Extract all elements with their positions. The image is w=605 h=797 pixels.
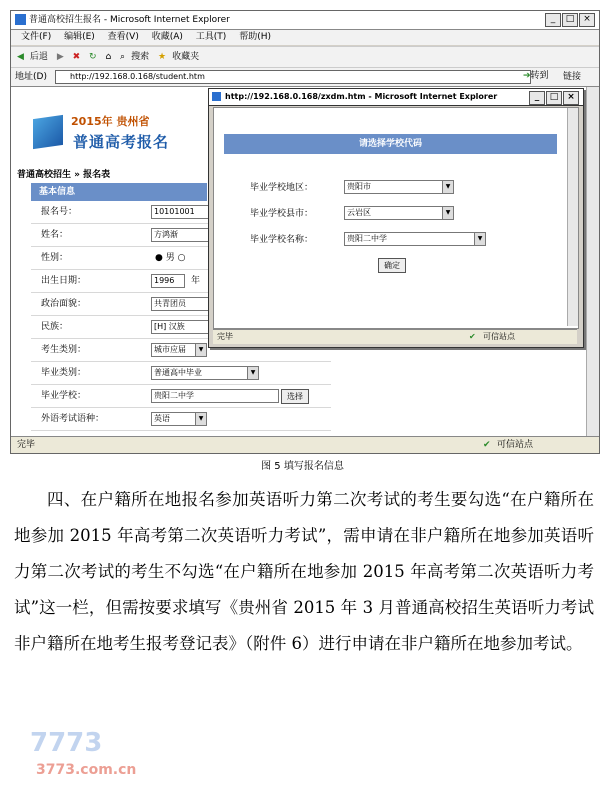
region-label: 毕业学校地区： (250, 183, 314, 193)
back-button[interactable]: 后退 (29, 52, 48, 62)
address-label: 地址(D) (15, 72, 47, 82)
go-button[interactable] (523, 70, 555, 83)
site-logo (11, 87, 207, 162)
stop-icon[interactable]: ✖ (72, 52, 81, 62)
menu-view[interactable]: 查看(V) (107, 32, 139, 42)
gradtype-label: 毕业类别： (41, 368, 87, 378)
popup-row-county (250, 206, 313, 219)
breadcrumb: 普通高校招生 » 报名表 (17, 170, 111, 180)
body-paragraph-block (14, 482, 594, 662)
county-label: 毕业学校县市： (250, 209, 314, 219)
favorites-button[interactable]: 收藏夹 (172, 52, 200, 62)
window-titlebar (11, 11, 599, 30)
forward-icon[interactable]: ▶ (56, 52, 64, 62)
popup-row-schoolname (250, 232, 313, 245)
birth-label: 出生日期： (41, 276, 87, 286)
search-button[interactable]: 搜索 (131, 52, 150, 62)
go-label: 转到 (530, 71, 549, 81)
watermark-domain: 3773.com.cn (36, 762, 137, 778)
window-controls (545, 13, 595, 27)
county-select[interactable] (344, 206, 454, 220)
popup-window-controls (529, 91, 579, 105)
menu-help[interactable]: 帮助(H) (239, 32, 271, 42)
school-label: 毕业学校： (41, 391, 87, 401)
refresh-icon[interactable]: ↻ (89, 52, 97, 62)
browser-screenshot (10, 10, 600, 454)
school-input[interactable]: 贵阳二中学 (151, 389, 279, 403)
language-value: 英语 (154, 414, 170, 423)
page-scrollbar[interactable] (586, 87, 599, 437)
body-paragraph: 四、在户籍所在地报名参加英语听力第二次考试的考生要勾选“在户籍所在地参加 2015 年高考第二次英语听力考试”，需申请在非户籍所在地参加英语听力第二次考试的考生不勾选“在户籍所在地参加 2015 年高考第二次英语听力考试”这一栏，但需按要求填写《贵州省 2015 年 3 月普通高校招生英语听力考试非户籍所在地考生报考登记表》（附件 6）进行申请在非户籍所在地参加考试。 (14, 490, 594, 653)
gradtype-value: 普通高中毕业 (154, 368, 202, 377)
political-label: 政治面貌： (41, 299, 87, 309)
ie-icon (212, 92, 221, 101)
logo-year: 2015年 贵州省 (71, 115, 150, 128)
birth-year-input[interactable]: 1996 (151, 274, 185, 288)
region-value: 贵阳市 (347, 182, 371, 191)
schoolname-label: 毕业学校名称： (250, 235, 314, 245)
close-button[interactable]: × (579, 13, 595, 27)
form-row-political (31, 293, 211, 316)
form-row-school (31, 385, 331, 408)
ethnic-label: 民族： (41, 322, 69, 332)
go-arrow-icon: ➔ (523, 71, 531, 81)
examtype-value: 城市应届 (154, 345, 186, 354)
dropdown-arrow-icon: ▼ (474, 233, 485, 245)
toolbar (11, 46, 599, 67)
confirm-button[interactable]: 确定 (378, 258, 406, 273)
political-select[interactable]: 共青团员 (151, 297, 211, 311)
logo-name: 普通高考报名 (73, 133, 170, 151)
form-row-name (31, 224, 211, 247)
regno-input[interactable]: 10101001 (151, 205, 211, 219)
name-input[interactable]: 方鸿渐 (151, 228, 211, 242)
back-icon[interactable]: ◀ (17, 52, 24, 62)
ethnic-select[interactable]: [H] 汉族 (151, 320, 211, 334)
minimize-button[interactable]: _ (545, 13, 561, 27)
language-select[interactable] (151, 412, 207, 426)
logo-cube-icon (33, 115, 63, 149)
trusted-site-icon: ✔ (469, 332, 476, 341)
popup-minimize-button[interactable]: _ (529, 91, 545, 105)
form-row-birth (31, 270, 211, 293)
popup-page (213, 107, 579, 329)
menu-bar (11, 30, 599, 45)
popup-maximize-button[interactable]: □ (546, 91, 562, 105)
popup-zone-text: 可信站点 (483, 332, 515, 341)
links-button[interactable]: 链接 (563, 72, 582, 82)
zone-text: 可信站点 (497, 440, 534, 450)
menu-file[interactable]: 文件(F) (21, 32, 52, 42)
home-icon[interactable]: ⌂ (105, 52, 112, 62)
trusted-site-icon: ✔ (483, 440, 491, 450)
schoolname-select[interactable] (344, 232, 486, 246)
popup-status-text: 完毕 (217, 332, 233, 341)
gender-label: 性别： (41, 253, 69, 263)
school-code-popup (208, 88, 584, 348)
popup-titlebar (209, 89, 583, 106)
figure-caption: 图 5 填写报名信息 (261, 461, 344, 472)
form-row-ethnic (31, 316, 211, 339)
dropdown-arrow-icon: ▼ (442, 181, 453, 193)
menu-edit[interactable]: 编辑(E) (64, 32, 95, 42)
gender-radio[interactable]: ● 男 ○ (155, 253, 186, 263)
window-title: 普通高校招生报名 - Microsoft Internet Explorer (29, 15, 230, 25)
address-input[interactable]: http://192.168.0.168/student.htm (55, 70, 531, 84)
status-text: 完毕 (17, 440, 36, 450)
form-row-gender (31, 247, 211, 270)
address-bar (11, 67, 599, 86)
popup-status-bar (213, 329, 577, 344)
maximize-button[interactable]: □ (562, 13, 578, 27)
status-bar (11, 436, 599, 453)
ie-icon (15, 14, 26, 25)
choose-school-button[interactable]: 选择 (281, 389, 309, 404)
region-select[interactable] (344, 180, 454, 194)
popup-close-button[interactable]: × (563, 91, 579, 105)
watermark-brand: 7773 (30, 728, 103, 758)
search-icon[interactable]: ⌕ (120, 52, 126, 62)
county-value: 云岩区 (347, 208, 371, 217)
examtype-label: 考生类别： (41, 345, 87, 355)
dropdown-arrow-icon: ▼ (195, 413, 206, 425)
favorites-icon[interactable]: ★ (157, 52, 167, 62)
site-watermark (30, 728, 180, 788)
dropdown-arrow-icon: ▼ (195, 344, 206, 356)
popup-title: http://192.168.0.168/zxdm.htm - Microsoft Internet Explorer (225, 92, 498, 101)
schoolname-value: 贵阳二中学 (347, 234, 387, 243)
popup-row-region (250, 180, 313, 193)
form-row-language (31, 408, 331, 431)
section-header: 基本信息 (31, 183, 207, 201)
form-row-gradtype (31, 362, 331, 385)
menu-favorites[interactable]: 收藏(A) (151, 32, 183, 42)
dropdown-arrow-icon: ▼ (247, 367, 258, 379)
popup-header: 请选择学校代码 (224, 134, 557, 154)
dropdown-arrow-icon: ▼ (442, 207, 453, 219)
name-label: 姓名： (41, 230, 69, 240)
regno-label: 报名号： (41, 207, 78, 217)
language-label: 外语考试语种： (41, 414, 105, 424)
menu-tools[interactable]: 工具(T) (195, 32, 227, 42)
form-row-regno (31, 201, 211, 224)
birth-year-suffix: 年 (191, 276, 201, 286)
examtype-select[interactable] (151, 343, 207, 357)
popup-scrollbar[interactable] (567, 108, 578, 326)
gradtype-select[interactable] (151, 366, 259, 380)
